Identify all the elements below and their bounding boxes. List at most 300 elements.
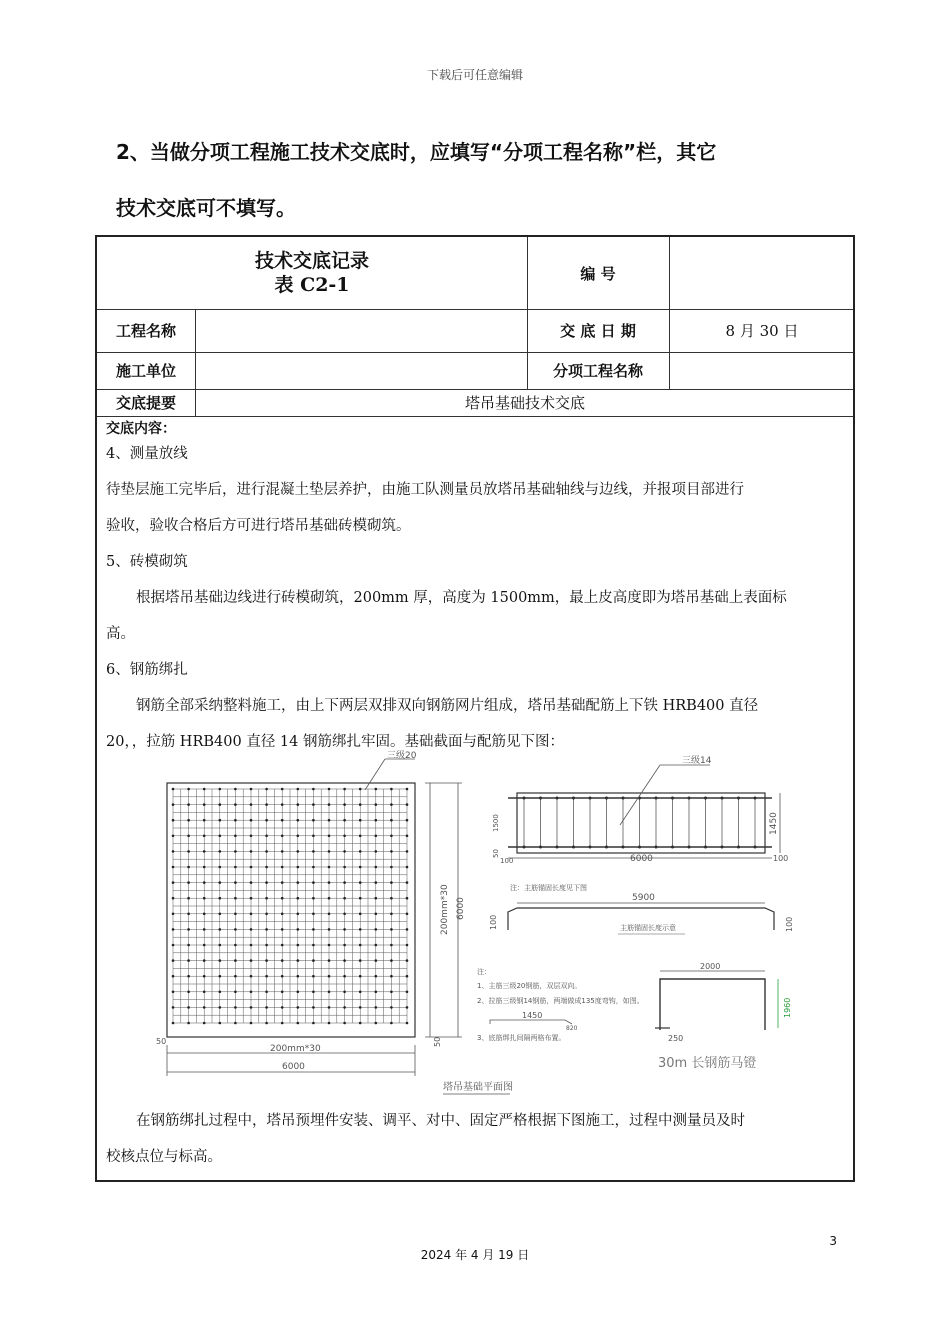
tie-point	[312, 788, 315, 791]
tie-point	[390, 1006, 393, 1009]
plan-margin-left: 50	[156, 1037, 167, 1046]
tie-point	[265, 881, 268, 884]
tie-point	[359, 1006, 362, 1009]
tie-point	[390, 819, 393, 822]
foundation-rebar-drawing	[140, 750, 830, 1100]
tie-point	[265, 788, 268, 791]
tie-point	[343, 1006, 346, 1009]
bent-leg-left: 100	[489, 914, 498, 930]
tie-point	[172, 991, 175, 994]
tie-point	[265, 928, 268, 931]
tie-point	[203, 819, 206, 822]
tie-point	[312, 991, 315, 994]
chair-foot: 250	[668, 1034, 684, 1043]
plan-vertical-total: 6000	[456, 897, 466, 920]
tie-point	[406, 835, 409, 838]
tie-point	[328, 803, 331, 806]
content-body	[106, 436, 850, 760]
tie-point	[297, 819, 300, 822]
tie-point	[312, 959, 315, 962]
tie-point	[250, 835, 253, 838]
tie-point	[187, 819, 190, 822]
tie-point	[234, 897, 237, 900]
number-label: 编 号	[580, 264, 616, 283]
tie-point	[343, 928, 346, 931]
tie-point	[359, 866, 362, 869]
tie-point	[375, 928, 378, 931]
tie-point	[203, 866, 206, 869]
tie-point	[406, 881, 409, 884]
tie-point	[234, 975, 237, 978]
tie-point	[406, 788, 409, 791]
sub-project-field[interactable]	[669, 352, 855, 389]
tie-point	[203, 1006, 206, 1009]
tie-point	[250, 913, 253, 916]
tie-point	[265, 991, 268, 994]
tie-point	[328, 959, 331, 962]
tie-point	[281, 928, 284, 931]
tie-point	[406, 913, 409, 916]
tie-point	[219, 897, 222, 900]
bent-length: 5900	[632, 893, 655, 903]
after-drawing-line-2: 校核点位与标高。	[106, 1149, 222, 1165]
tie-point	[343, 897, 346, 900]
form-title-line-2: 表 C2-1	[274, 274, 350, 296]
tie-point	[375, 1006, 378, 1009]
section-5-paragraph-line-2: 高。	[106, 626, 135, 642]
tie-point	[359, 928, 362, 931]
intro-line-2: 技术交底可不填写。	[116, 196, 296, 220]
tie-point	[297, 850, 300, 853]
chair-height: 1960	[783, 997, 792, 1018]
tie-point	[297, 788, 300, 791]
plan-vertical-dim: 200mm*30	[440, 884, 450, 935]
tie-point	[219, 835, 222, 838]
tie-point	[172, 788, 175, 791]
tie-point	[312, 850, 315, 853]
tie-point	[328, 881, 331, 884]
tie-point	[203, 991, 206, 994]
tie-point	[359, 788, 362, 791]
tie-point	[328, 866, 331, 869]
section-4-paragraph-line-2: 验收，验收合格后方可进行塔吊基础砖模砌筑。	[106, 518, 411, 534]
tie-point	[281, 835, 284, 838]
number-field[interactable]	[669, 237, 855, 309]
tie-point	[406, 1022, 409, 1025]
tie-point	[234, 803, 237, 806]
summary-field[interactable]: 塔吊基础技术交底	[464, 394, 585, 412]
tie-point	[375, 944, 378, 947]
tie-point	[172, 1006, 175, 1009]
tie-point	[234, 913, 237, 916]
tie-point	[281, 897, 284, 900]
tie-point	[406, 975, 409, 978]
tie-point	[234, 866, 237, 869]
tie-point	[219, 788, 222, 791]
tie-point	[203, 897, 206, 900]
tie-point	[297, 803, 300, 806]
section-5-paragraph-line-1: 根据塔吊基础边线进行砖模砌筑，200mm 厚，高度为 1500mm，最上皮高度即为塔吊基础上表面标	[136, 590, 787, 606]
tie-point	[297, 866, 300, 869]
tie-point	[265, 850, 268, 853]
tie-point	[172, 897, 175, 900]
tie-point	[281, 913, 284, 916]
tie-point	[390, 881, 393, 884]
tie-point	[172, 928, 175, 931]
tie-point	[312, 835, 315, 838]
intro-line-1: 2、当做分项工程施工技术交底时，应填写“分项工程名称”栏，其它	[116, 140, 717, 164]
section-5-title: 5、砖模砌筑	[106, 554, 188, 570]
tie-point	[359, 850, 362, 853]
tie-point	[359, 959, 362, 962]
project-name-label: 工程名称	[115, 322, 176, 340]
tie-point	[390, 788, 393, 791]
tie-point	[250, 850, 253, 853]
tie-point	[359, 975, 362, 978]
note-1: 1、主筋三级20钢筋，双层双向。	[477, 982, 582, 990]
section-end-left: 100	[500, 857, 514, 865]
tie-point	[265, 1006, 268, 1009]
tie-point	[234, 788, 237, 791]
page-number: 3	[829, 1234, 837, 1248]
tie-point	[406, 959, 409, 962]
tie-point	[281, 803, 284, 806]
tie-point	[390, 975, 393, 978]
tie-point	[187, 866, 190, 869]
hook-bar-shape	[490, 1020, 572, 1024]
tie-point	[375, 835, 378, 838]
tie-point	[343, 819, 346, 822]
tie-point	[390, 928, 393, 931]
tie-point	[297, 1006, 300, 1009]
tie-point	[219, 913, 222, 916]
tie-point	[187, 881, 190, 884]
tie-point	[203, 850, 206, 853]
construction-unit-field[interactable]	[195, 352, 527, 389]
plan-bottom-dim: 200mm*30	[270, 1044, 321, 1054]
tie-point	[375, 866, 378, 869]
tie-point	[375, 819, 378, 822]
bar20-leader	[365, 759, 385, 790]
tie-point	[203, 788, 206, 791]
section-6-paragraph-line-2: 20，，拉筋 HRB400 直径 14 钢筋绑扎牢固。基础截面与配筋见下图：	[106, 734, 564, 750]
chair-caption: 30m 长钢筋马镫	[658, 1056, 757, 1071]
tie-point	[375, 913, 378, 916]
tie-point	[375, 1022, 378, 1025]
tie-point	[234, 959, 237, 962]
tie-point	[234, 850, 237, 853]
tie-point	[359, 897, 362, 900]
tie-point	[219, 1022, 222, 1025]
tie-point	[250, 991, 253, 994]
tie-point	[328, 991, 331, 994]
tie-point	[359, 803, 362, 806]
tie-point	[203, 944, 206, 947]
tie-point	[328, 897, 331, 900]
tie-point	[203, 913, 206, 916]
tie-point	[328, 1006, 331, 1009]
tie-point	[328, 913, 331, 916]
tie-point	[265, 913, 268, 916]
tie-point	[312, 897, 315, 900]
tie-point	[343, 991, 346, 994]
date-label: 交 底 日 期	[560, 322, 636, 340]
tie-point	[234, 819, 237, 822]
tie-point	[281, 944, 284, 947]
tie-point	[281, 991, 284, 994]
tie-point	[250, 1022, 253, 1025]
sub-project-label: 分项工程名称	[552, 362, 643, 380]
tie-point	[343, 913, 346, 916]
tie-point	[343, 881, 346, 884]
tie-point	[390, 803, 393, 806]
tie-point	[343, 944, 346, 947]
page-header-note: 下载后可任意编辑	[426, 68, 523, 82]
tie-point	[265, 803, 268, 806]
tie-point	[297, 897, 300, 900]
section-6-paragraph-line-1: 钢筋全部采纳整料施工，由上下两层双排双向钢筋网片组成，塔吊基础配筋上下铁 HRB400 直径	[136, 698, 759, 714]
tie-point	[172, 959, 175, 962]
tie-point	[187, 975, 190, 978]
tie-point	[297, 913, 300, 916]
content-label: 交底内容：	[106, 421, 176, 437]
tie-point	[312, 1022, 315, 1025]
tie-point	[375, 959, 378, 962]
tie-point	[390, 991, 393, 994]
tie-point	[219, 991, 222, 994]
tie-point	[250, 928, 253, 931]
tie-point	[328, 944, 331, 947]
plan-margin-bottom: 50	[433, 1036, 442, 1047]
tie-point	[265, 897, 268, 900]
tie-point	[343, 1022, 346, 1025]
tie-point	[203, 881, 206, 884]
tie-point	[359, 1022, 362, 1025]
section-end-right: 100	[773, 854, 789, 863]
date-field[interactable]: 8 月 30 日	[725, 322, 799, 340]
tie-point	[375, 897, 378, 900]
tie-point	[328, 928, 331, 931]
tie-point	[250, 975, 253, 978]
tie-point	[172, 944, 175, 947]
tie-point	[172, 1022, 175, 1025]
chair-top: 2000	[700, 962, 721, 971]
after-drawing-line-1: 在钢筋绑扎过程中，塔吊预埋件安装、调平、对中、固定严格根据下图施工，过程中测量员及时	[136, 1113, 745, 1129]
tie-point	[187, 991, 190, 994]
tie-point	[281, 1006, 284, 1009]
plan-rebar-grid	[172, 788, 409, 1025]
tie-point	[390, 1022, 393, 1025]
hook-length: 1450	[522, 1011, 543, 1020]
project-name-field[interactable]	[195, 309, 527, 352]
tie-point	[250, 819, 253, 822]
notes-head: 注：	[477, 968, 491, 976]
bar20-tag: 三级20	[387, 751, 417, 761]
tie-point	[250, 881, 253, 884]
hook-tag: 820	[566, 1025, 578, 1032]
tie-point	[406, 866, 409, 869]
tie-point	[219, 881, 222, 884]
note-3: 3、底筋绑扎间隔两格布置。	[477, 1034, 566, 1042]
tie-point	[375, 881, 378, 884]
tie-point	[343, 835, 346, 838]
tie-point	[297, 944, 300, 947]
row-divider	[97, 416, 853, 417]
tie-point	[219, 944, 222, 947]
tie-point	[234, 928, 237, 931]
section-width: 6000	[630, 854, 653, 864]
bar14-tag: 三级14	[682, 756, 712, 766]
tie-point	[203, 928, 206, 931]
tie-point	[203, 959, 206, 962]
tie-point	[328, 819, 331, 822]
tie-point	[390, 959, 393, 962]
tie-point	[203, 803, 206, 806]
tie-point	[219, 850, 222, 853]
bent-caption: 主筋锚固长度示意	[620, 924, 676, 932]
tie-point	[375, 803, 378, 806]
tie-point	[343, 866, 346, 869]
tie-point	[406, 944, 409, 947]
tie-point	[281, 1022, 284, 1025]
tie-point	[281, 866, 284, 869]
tie-point	[312, 803, 315, 806]
tie-point	[219, 928, 222, 931]
tie-point	[234, 835, 237, 838]
tie-point	[297, 928, 300, 931]
tie-point	[219, 959, 222, 962]
tie-point	[265, 1022, 268, 1025]
tie-point	[250, 788, 253, 791]
tie-point	[312, 913, 315, 916]
tie-point	[172, 850, 175, 853]
bent-leg-right: 100	[785, 916, 794, 932]
tie-point	[312, 1006, 315, 1009]
tie-point	[328, 1022, 331, 1025]
tie-point	[359, 991, 362, 994]
tie-point	[406, 819, 409, 822]
tie-point	[187, 835, 190, 838]
tie-point	[219, 975, 222, 978]
tie-point	[312, 944, 315, 947]
tie-point	[359, 819, 362, 822]
after-drawing-text	[106, 1103, 850, 1175]
tie-point	[219, 1006, 222, 1009]
tie-point	[250, 1006, 253, 1009]
tie-point	[250, 803, 253, 806]
tie-point	[281, 959, 284, 962]
tie-point	[187, 803, 190, 806]
tie-point	[375, 991, 378, 994]
tie-point	[328, 835, 331, 838]
tie-point	[281, 881, 284, 884]
tie-point	[281, 850, 284, 853]
tie-point	[390, 835, 393, 838]
tie-point	[375, 975, 378, 978]
bent-note: 注：主筋锚固长度见下图	[510, 884, 587, 892]
tie-point	[297, 1022, 300, 1025]
tie-point	[187, 1022, 190, 1025]
tie-point	[390, 944, 393, 947]
section-height-right: 1450	[769, 812, 779, 835]
tie-point	[265, 835, 268, 838]
note-2: 2、拉筋三级钢14钢筋，两端做成135度弯钩，如图。	[477, 997, 644, 1005]
tie-point	[297, 959, 300, 962]
tie-point	[250, 944, 253, 947]
tie-point	[234, 1006, 237, 1009]
tie-point	[312, 975, 315, 978]
tie-point	[250, 897, 253, 900]
tie-point	[203, 835, 206, 838]
tie-point	[234, 944, 237, 947]
tie-point	[343, 959, 346, 962]
footer-date: 2024 年 4 月 19 日	[420, 1248, 530, 1262]
tie-point	[265, 975, 268, 978]
form-title	[97, 237, 527, 309]
chair-shape	[660, 979, 765, 1030]
tie-point	[297, 881, 300, 884]
form-title-line-1: 技术交底记录	[254, 250, 369, 272]
tie-point	[297, 991, 300, 994]
tie-point	[203, 975, 206, 978]
tie-point	[187, 944, 190, 947]
tie-point	[312, 928, 315, 931]
section-4-title: 4、测量放线	[106, 446, 188, 462]
tie-point	[312, 866, 315, 869]
plan-bottom-total: 6000	[282, 1062, 305, 1072]
tie-point	[359, 913, 362, 916]
tie-point	[406, 928, 409, 931]
tie-point	[172, 913, 175, 916]
tie-point	[312, 881, 315, 884]
tie-point	[390, 897, 393, 900]
tie-point	[406, 897, 409, 900]
tie-point	[187, 913, 190, 916]
tie-point	[312, 819, 315, 822]
tie-point	[406, 803, 409, 806]
tie-point	[343, 975, 346, 978]
section-height-left: 1500	[492, 814, 500, 832]
tie-point	[187, 1006, 190, 1009]
tie-point	[219, 819, 222, 822]
section-outline	[517, 793, 765, 853]
tie-point	[343, 803, 346, 806]
tie-point	[172, 803, 175, 806]
tie-point	[297, 975, 300, 978]
section-4-paragraph-line-1: 待垫层施工完毕后，进行混凝土垫层养护，由施工队测量员放塔吊基础轴线与边线，并报项目部进行	[106, 482, 744, 498]
tie-point	[234, 881, 237, 884]
tie-point	[359, 835, 362, 838]
tie-point	[343, 788, 346, 791]
tie-point	[406, 991, 409, 994]
tie-point	[172, 881, 175, 884]
tie-point	[265, 819, 268, 822]
tie-point	[328, 850, 331, 853]
tie-point	[265, 866, 268, 869]
tie-point	[281, 788, 284, 791]
section-6-title: 6、钢筋绑扎	[106, 662, 188, 678]
tie-point	[406, 850, 409, 853]
tie-point	[219, 866, 222, 869]
summary-label: 交底提要	[115, 394, 176, 412]
bar14-leader	[620, 765, 660, 825]
section-cover: 50	[492, 849, 500, 858]
tie-point	[187, 959, 190, 962]
tie-point	[187, 928, 190, 931]
tie-point	[343, 850, 346, 853]
tie-point	[375, 850, 378, 853]
tie-point	[250, 866, 253, 869]
